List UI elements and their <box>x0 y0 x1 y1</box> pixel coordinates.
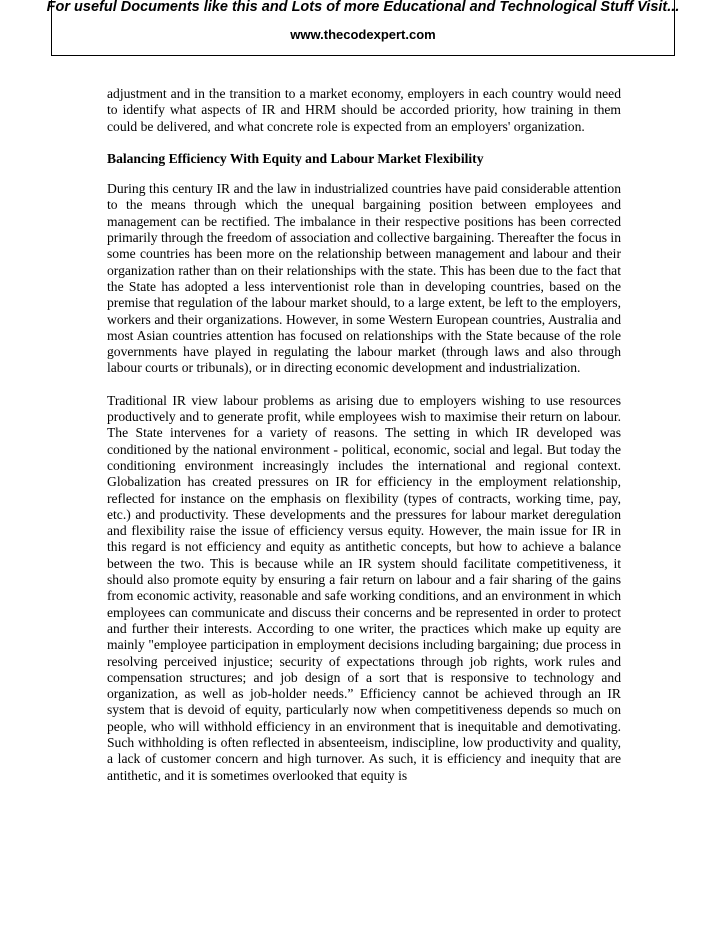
paragraph-intro: adjustment and in the transition to a market economy, employers in each country would need to identify what aspects of IR and HRM should be accorded priority, how training in them could be delivered, and what concrete role is expected from an employers' organization. <box>107 86 621 134</box>
promo-banner <box>46 0 680 56</box>
section-heading: Balancing Efficiency With Equity and Labour Market Flexibility <box>107 150 484 166</box>
paragraph-traditional-ir: Traditional IR view labour problems as arising due to employers wishing to use resources productively and to generate profit, while employees wish to maximise their return on labour. The State intervenes for a variety of reasons. The setting in which IR developed was conditioned by the national environment - political, economic, social and legal. But today the conditioning environment increasingly includes the international and regional context. Globalization has created pressures on IR for efficiency in the employment relationship, reflected for instance on the emphasis on flexibility (types of contracts, working time, pay, etc.) and productivity. These developments and the pressures for labour market deregulation and flexibility raise the issue of efficiency versus equity. However, the main issue for IR in this regard is not efficiency and equity as antithetic concepts, but how to achieve a balance between the two. This is because while an IR system should facilitate competitiveness, it should also promote equity by ensuring a fair return on labour and a fair sharing of the gains from economic activity, reasonable and safe working conditions, and an environment in which employees can communicate and discuss their concerns and be represented in order to protect and further their interests. According to one writer, the practices which make up equity are mainly "employee participation in employment decisions including bargaining; due process in resolving perceived injustice; security of expectations through job rights, work rules and compensation structures; and job design of a sort that is responsive to technology and organization, as well as job-holder needs.” Efficiency cannot be achieved through an IR system that is devoid of equity, particularly now when competitiveness depends so much on people, who will withhold efficiency in an environment that is inequitable and demotivating. Such withholding is often reflected in absenteeism, indiscipline, low productivity and quality, a lack of customer concern and high turnover. As such, it is efficiency and inequity that are antithetic, and it is sometimes overlooked that equity is <box>107 392 621 783</box>
document-body <box>107 86 621 800</box>
banner-website-link[interactable]: www.thecodexpert.com <box>290 27 436 42</box>
paragraph-ir-law: During this century IR and the law in industrialized countries have paid considerable attention to the means through which the unequal bargaining position between employees and management can be rectified. The imbalance in their respective positions has been corrected primarily through the freedom of association and collective bargaining. Thereafter the focus in some countries has been more on the relationship between management and labour and their organization rather than on their relationships with the state. This has been due to the fact that the State has adopted a less interventionist role than in developing countries, based on the premise that regulation of the labour market should, to a large extent, be left to the employers, workers and their organizations. However, in some Western European countries, Australia and most Asian countries attention has focused on relationships with the State because of the role governments have played in regulating the labour market (through laws and also through labour courts or tribunals), or in directing economic development and industrialization. <box>107 181 621 376</box>
banner-promo-text: For useful Documents like this and Lots of more Educational and Technological Stuff Visit... <box>46 0 680 15</box>
